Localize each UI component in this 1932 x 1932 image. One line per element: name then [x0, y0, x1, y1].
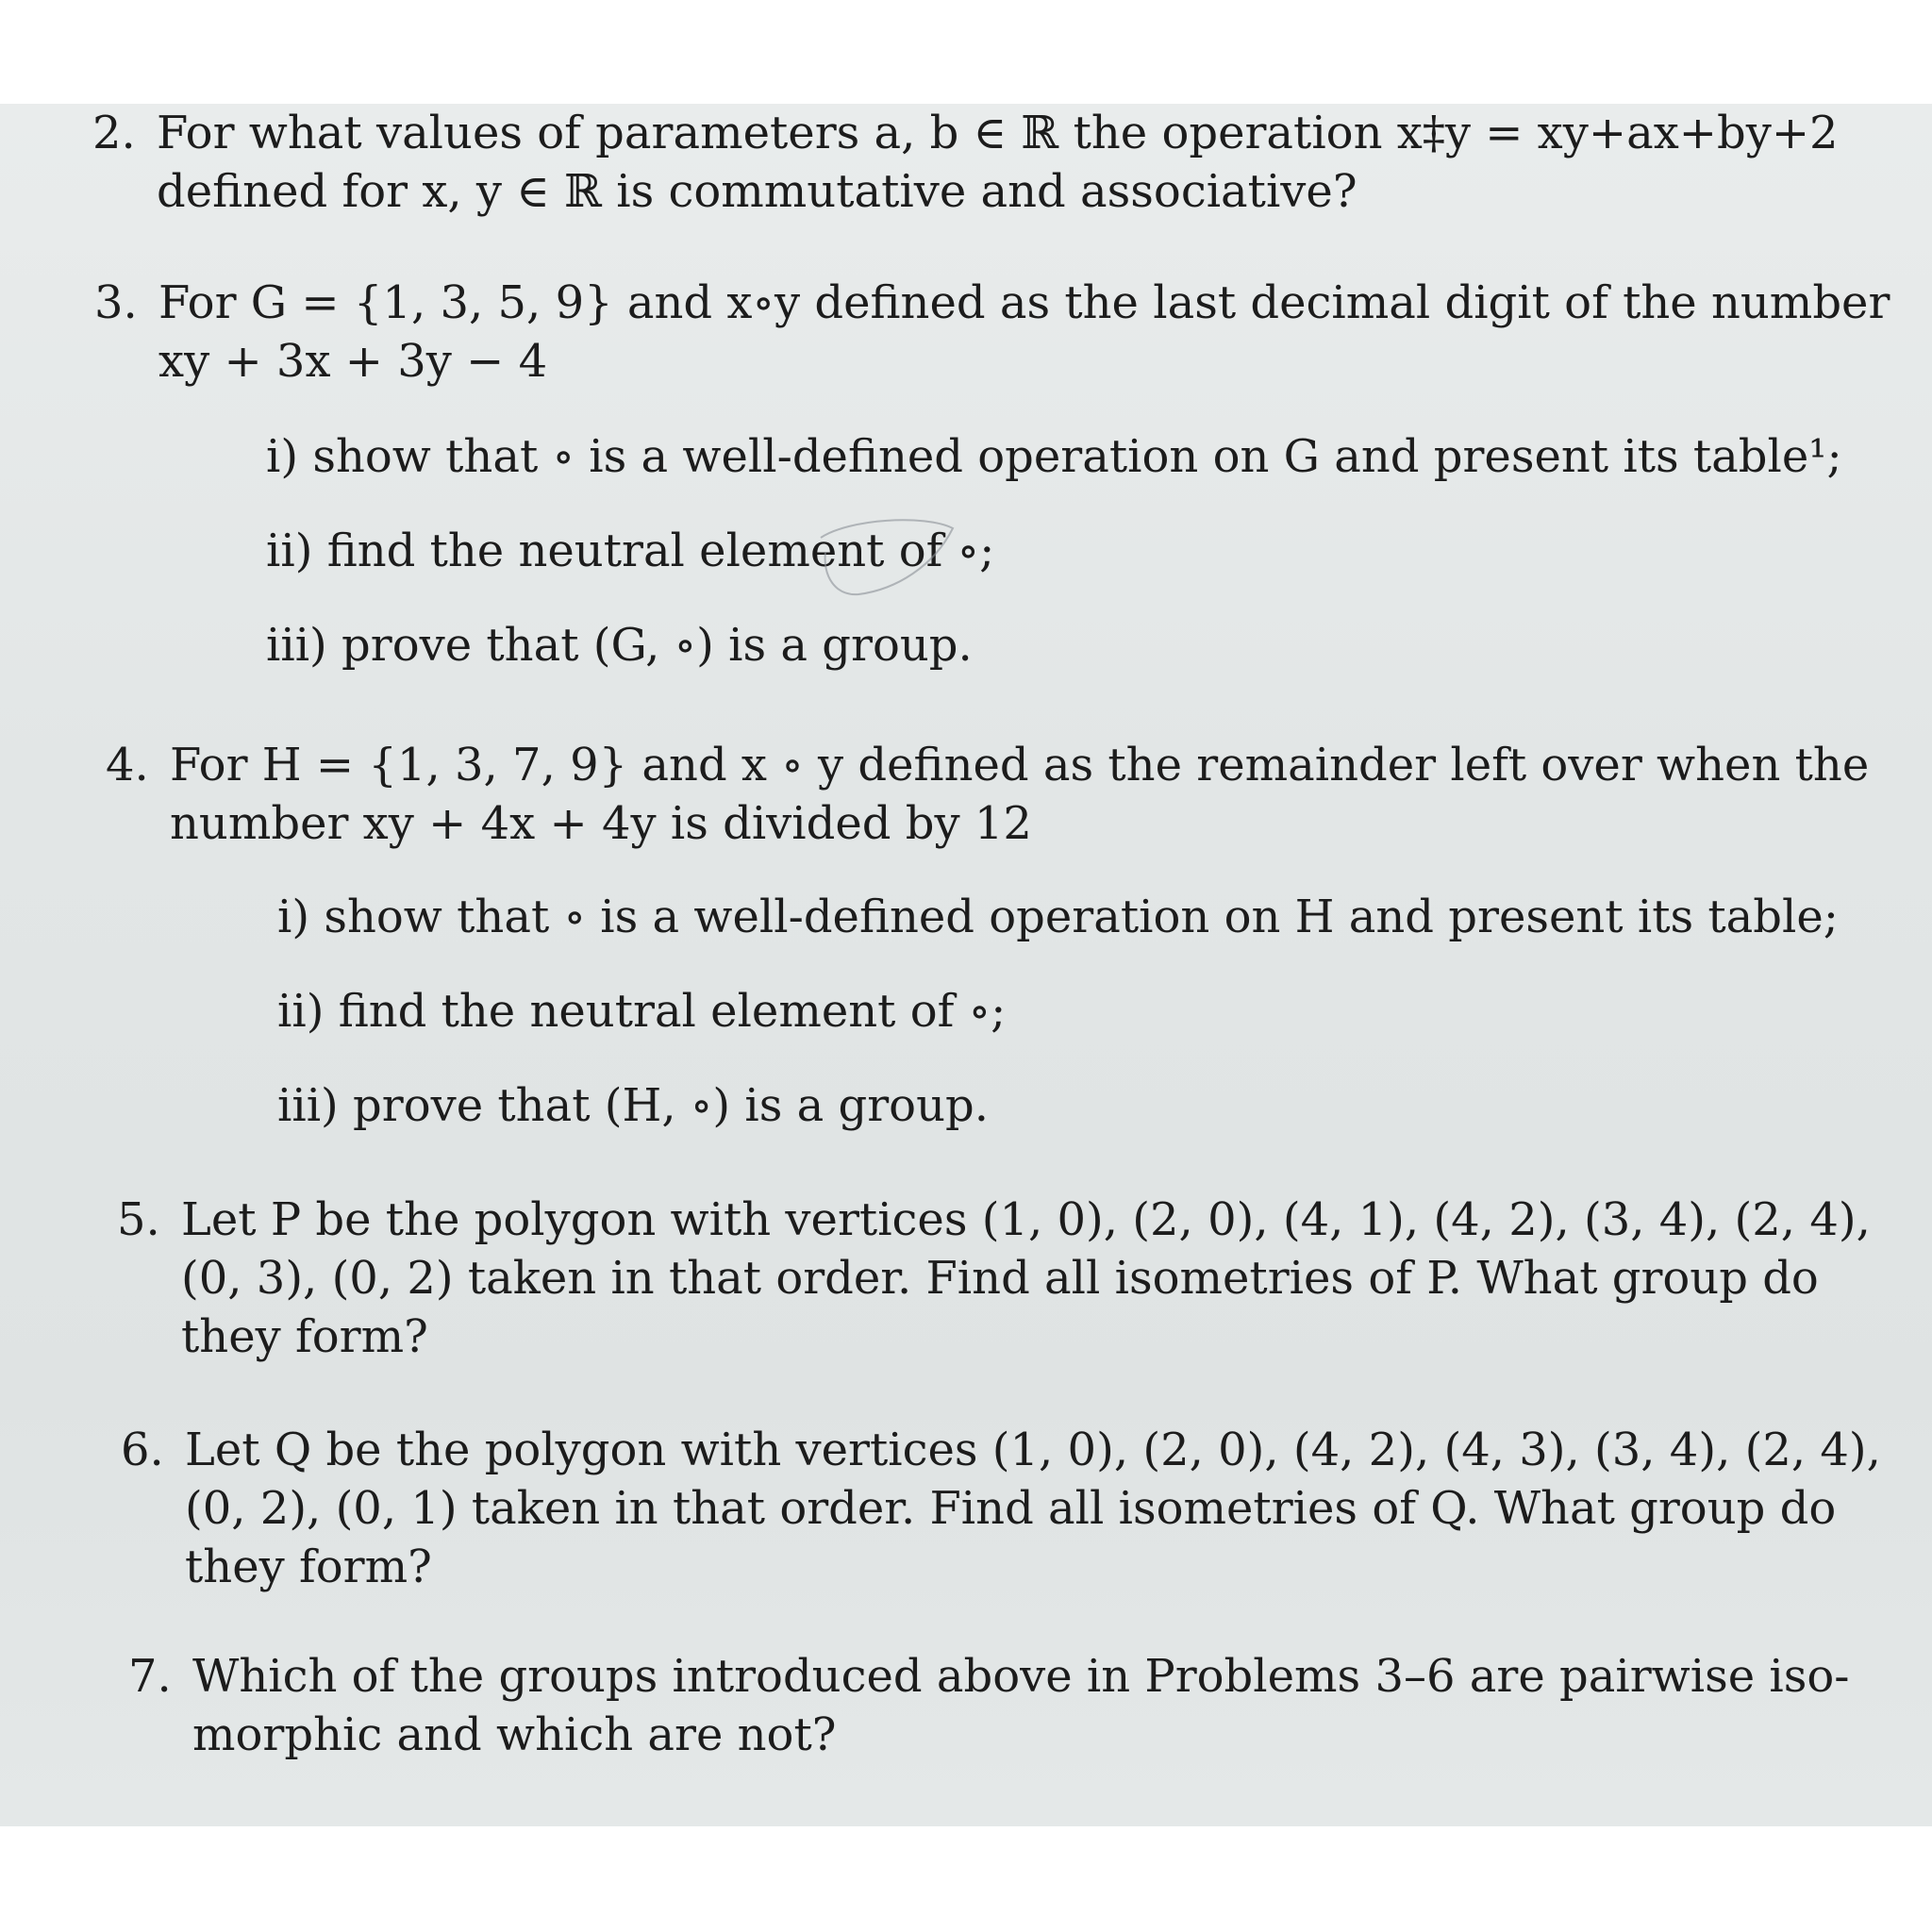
problem-7 [128, 1647, 1850, 1764]
problem-2 [92, 104, 1839, 221]
problem-text-line: Let Q be the polygon with vertices (1, 0), (2, 0), (4, 2), (4, 3), (3, 4), (2, 4), [185, 1424, 1881, 1476]
problem-4-subitem-iii: iii) prove that (H, ∘) is a group. [277, 1079, 989, 1132]
problem-text-line: (0, 2), (0, 1) taken in that order. Find all isometries of Q. What group do [185, 1482, 1837, 1535]
problem-4 [106, 736, 1870, 853]
problem-number: 6. [121, 1424, 164, 1476]
problem-text-line: defined for x, y ∈ ℝ is commutative and associative? [157, 165, 1357, 218]
problem-number: 7. [128, 1650, 172, 1703]
problem-4-subitem-i: i) show that ∘ is a well-defined operation on H and present its table; [277, 891, 1839, 943]
problem-3-subitem-i: i) show that ∘ is a well-defined operation on G and present its table¹; [266, 430, 1842, 483]
problem-text-line: For G = {1, 3, 5, 9} and x∘y defined as the last decimal digit of the number [158, 276, 1890, 329]
problem-number: 5. [117, 1193, 160, 1246]
problem-text-line: number xy + 4x + 4y is divided by 12 [170, 797, 1032, 850]
problem-text-line: they form? [181, 1310, 428, 1363]
problem-3-subitem-iii: iii) prove that (G, ∘) is a group. [266, 619, 973, 672]
document-page [0, 104, 1932, 1826]
problem-text-line: xy + 3x + 3y − 4 [158, 335, 548, 388]
problem-4-subitem-ii: ii) find the neutral element of ∘; [277, 985, 1007, 1038]
problem-3-subitem-ii: ii) find the neutral element of ∘; [266, 525, 995, 577]
problem-text-line: For H = {1, 3, 7, 9} and x ∘ y defined as the remainder left over when the [170, 739, 1870, 791]
problem-text-line: For what values of parameters a, b ∈ ℝ the operation x‡y = xy+ax+by+2 [157, 107, 1839, 159]
problem-text-line: they form? [185, 1541, 432, 1593]
problem-text-line: (0, 3), (0, 2) taken in that order. Find all isometries of P. What group do [181, 1252, 1819, 1305]
problem-text-line: Which of the groups introduced above in Problems 3–6 are pairwise iso- [192, 1650, 1850, 1703]
problem-6 [121, 1421, 1881, 1596]
problem-3 [94, 274, 1890, 391]
problem-number: 4. [106, 739, 149, 791]
problem-number: 2. [92, 107, 136, 159]
pencil-mark-icon [811, 509, 962, 613]
problem-text-line: morphic and which are not? [192, 1708, 837, 1761]
problem-number: 3. [94, 276, 138, 329]
problem-text-line: Let P be the polygon with vertices (1, 0), (2, 0), (4, 1), (4, 2), (3, 4), (2, 4), [181, 1193, 1871, 1246]
problem-5 [117, 1191, 1871, 1366]
